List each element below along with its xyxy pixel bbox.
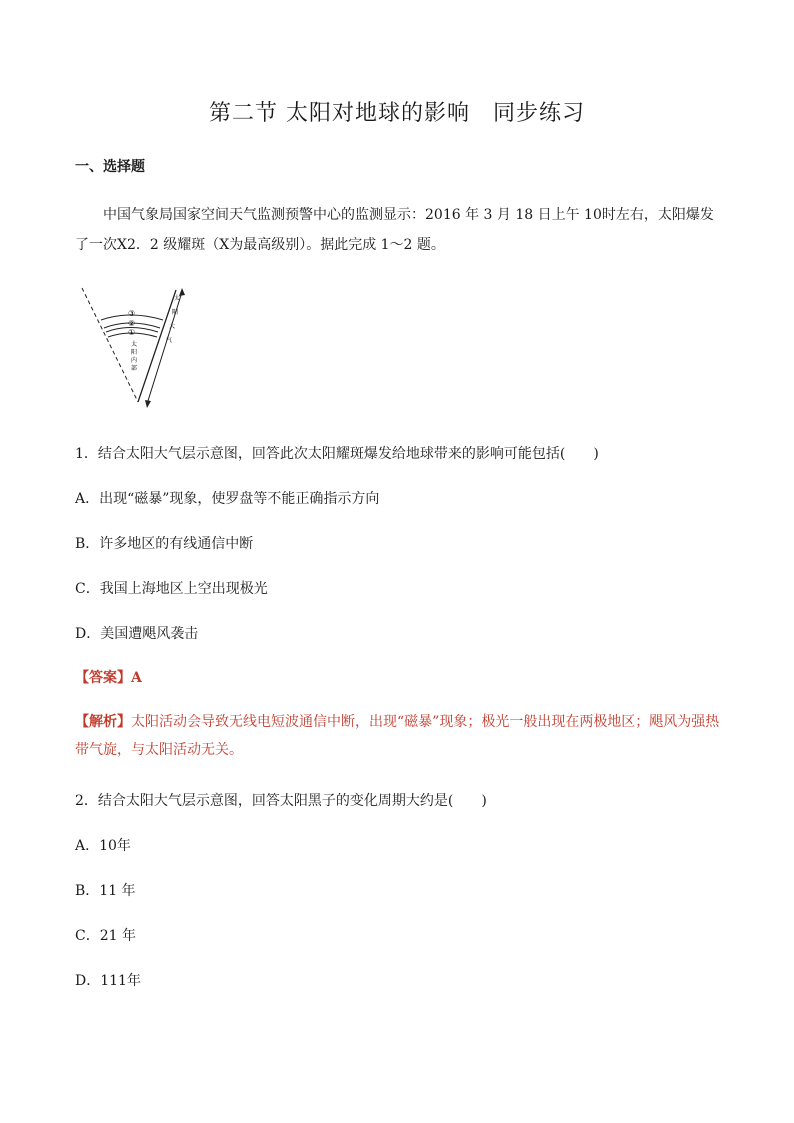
question-1-option-a: A．出现“磁暴”现象，使罗盘等不能正确指示方向 bbox=[75, 491, 380, 507]
atmosphere-char-4: 气 bbox=[166, 337, 173, 344]
question-2-option-b: B．11 年 bbox=[75, 883, 136, 899]
question-2-option-a: A．10年 bbox=[75, 838, 131, 854]
layer-label-1: ① bbox=[128, 328, 136, 337]
question-2-option-d: D．111年 bbox=[75, 973, 141, 989]
question-1-analysis bbox=[75, 708, 725, 764]
interior-char-2: 阳 bbox=[131, 349, 138, 356]
atmosphere-char-2: 阳 bbox=[172, 309, 179, 316]
left-dashed-edge bbox=[82, 288, 138, 402]
analysis-tag: 【解析】 bbox=[75, 714, 131, 730]
question-1-option-c: C．我国上海地区上空出现极光 bbox=[75, 581, 268, 597]
atmosphere-char-3: 大 bbox=[169, 323, 176, 330]
layer-label-2: ② bbox=[128, 319, 136, 328]
answer-value: A bbox=[131, 670, 142, 686]
question-1-option-d: D．美国遭飓风袭击 bbox=[75, 626, 199, 642]
interior-char-3: 内 bbox=[131, 357, 138, 364]
sun-atmosphere-diagram bbox=[72, 280, 202, 410]
arrow-down-icon bbox=[145, 400, 151, 408]
question-2-stem: 2．结合太阳大气层示意图，回答太阳黑子的变化周期大约是( ) bbox=[75, 793, 487, 809]
question-2-option-c: C．21 年 bbox=[75, 928, 136, 944]
question-1-stem: 1．结合太阳大气层示意图，回答此次太阳耀斑爆发给地球带来的影响可能包括( ) bbox=[75, 446, 599, 462]
answer-tag: 【答案】 bbox=[75, 670, 131, 686]
question-1-answer bbox=[75, 667, 142, 687]
atmosphere-char-1: 太 bbox=[174, 295, 181, 302]
right-edge bbox=[138, 290, 179, 402]
interior-char-1: 太 bbox=[131, 341, 138, 348]
question-1-option-b: B．许多地区的有线通信中断 bbox=[75, 536, 254, 552]
page-title: 第二节 太阳对地球的影响 同步练习 bbox=[209, 101, 585, 126]
interior-char-4: 部 bbox=[131, 365, 138, 372]
layer-label-3: ③ bbox=[128, 309, 136, 318]
intro-paragraph: 中国气象局国家空间天气监测预警中心的监测显示：2016 年 3 月 18 日上午 10时左右，太阳爆发了一次X2．2 级耀斑（X为最高级别）。据此完成 1～2 题。 bbox=[75, 207, 714, 253]
analysis-text: 太阳活动会导致无线电短波通信中断，出现“磁暴”现象；极光一般出现在两极地区；飓风为强热带气旋，与太阳活动无关。 bbox=[75, 714, 720, 758]
section-heading: 一、选择题 bbox=[75, 159, 145, 175]
